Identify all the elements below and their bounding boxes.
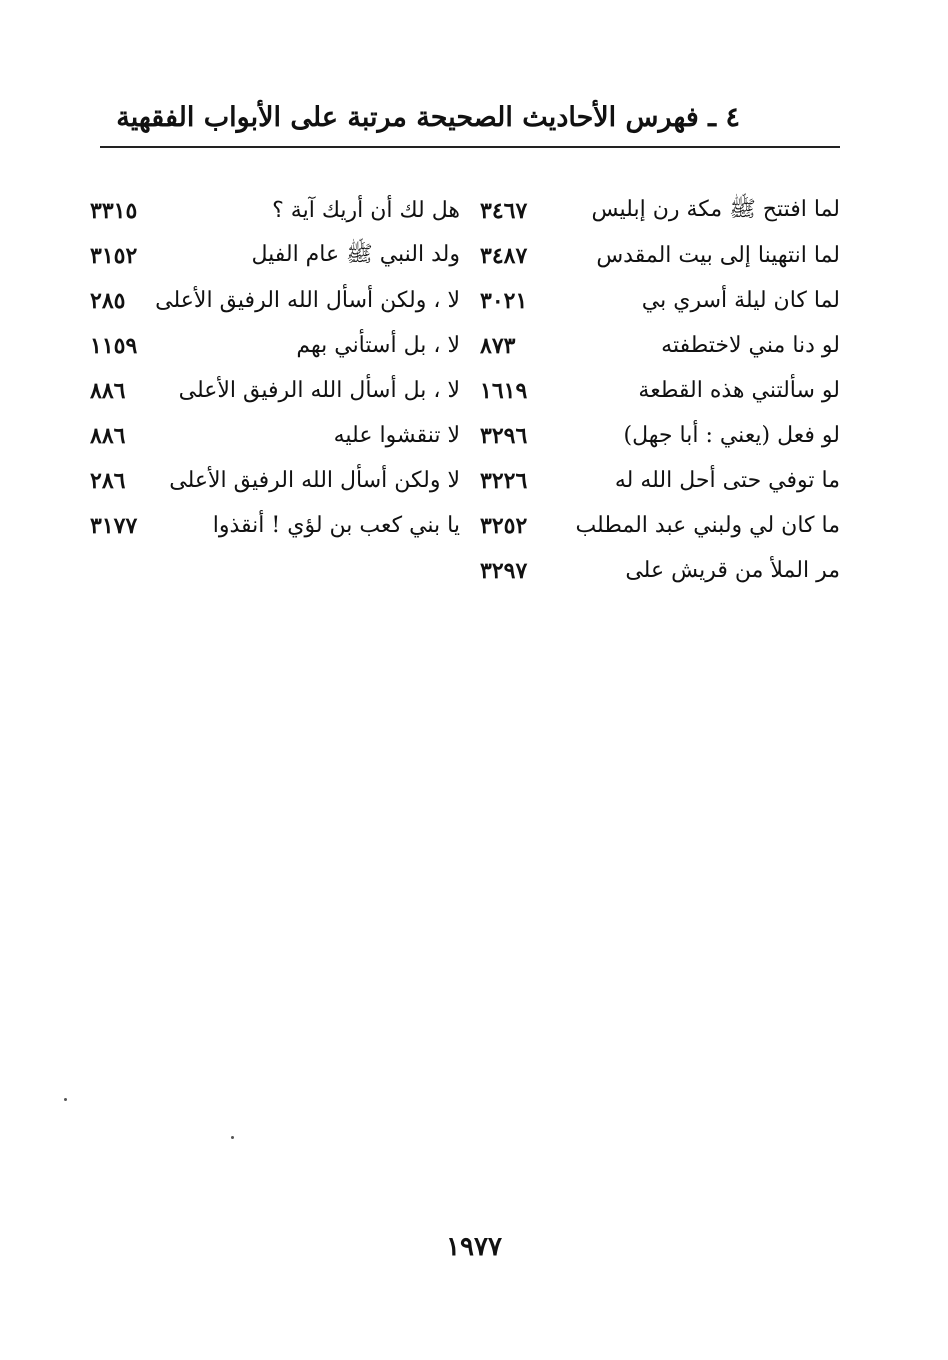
entry-number: ٣٠٢١	[480, 287, 528, 314]
entry-number: ١١٥٩	[90, 332, 138, 359]
entry-text: مر الملأ من قريش على	[625, 558, 840, 583]
index-entry	[480, 548, 840, 593]
entry-text: لا ولكن أسأل الله الرفيق الأعلى	[169, 468, 460, 493]
entry-number: ٣٤٦٧	[480, 197, 528, 224]
entry-text: لما انتهينا إلى بيت المقدس	[596, 243, 840, 268]
entry-number: ٣٤٨٧	[480, 242, 528, 269]
entry-number: ٨٨٦	[90, 377, 126, 404]
entry-text: لما افتتح ﷺ مكة رن إبليس	[591, 196, 840, 222]
index-entry	[480, 413, 840, 458]
entry-number: ٣٢٢٦	[480, 467, 528, 494]
entry-number: ٣٢٩٦	[480, 422, 528, 449]
entry-number: ٢٨٦	[90, 467, 126, 494]
index-entry	[90, 503, 460, 548]
index-entry	[90, 323, 460, 368]
entry-number: ٣٢٥٢	[480, 512, 528, 539]
entry-text: لو سألتني هذه القطعة	[638, 378, 840, 403]
index-entry	[480, 458, 840, 503]
entry-number: ٨٨٦	[90, 422, 126, 449]
entry-number: ٣١٧٧	[90, 512, 138, 539]
page-header-title: ٤ ـ فهرس الأحاديث الصحيحة مرتبة على الأبواب الفقهية	[116, 102, 740, 133]
entry-text: هل لك أن أريك آية ؟	[272, 198, 460, 223]
page-number: ١٩٧٧	[446, 1232, 502, 1262]
entry-text: لا ، بل أسأل الله الرفيق الأعلى	[178, 378, 460, 403]
entry-number: ٣٢٩٧	[480, 557, 528, 584]
entry-text: لا ، بل أستأني بهم	[296, 333, 460, 358]
index-entry	[480, 188, 840, 233]
index-column-left	[90, 188, 460, 548]
index-entry	[480, 368, 840, 413]
entry-number: ١٦١٩	[480, 377, 528, 404]
entry-text: لا تنقشوا عليه	[333, 423, 460, 448]
scan-speck	[231, 1136, 234, 1139]
index-column-right	[480, 188, 840, 593]
index-entry	[90, 188, 460, 233]
entry-number: ٨٧٣	[480, 332, 516, 359]
entry-text: يا بني كعب بن لؤي ! أنقذوا	[212, 513, 460, 538]
index-entry	[90, 233, 460, 278]
index-entry	[480, 233, 840, 278]
entry-text: ما كان لي ولبني عبد المطلب	[575, 513, 840, 538]
index-entry	[90, 413, 460, 458]
index-entry	[480, 323, 840, 368]
entry-text: لو فعل (يعني : أبا جهل)	[623, 423, 840, 448]
index-entry	[90, 458, 460, 503]
index-entry	[480, 278, 840, 323]
entry-text: ولد النبي ﷺ عام الفيل	[251, 241, 460, 267]
entry-text: لما كان ليلة أسري بي	[641, 288, 840, 313]
entry-number: ٢٨٥	[90, 287, 126, 314]
entry-number: ٣٣١٥	[90, 197, 138, 224]
entry-number: ٣١٥٢	[90, 242, 138, 269]
index-entry	[90, 368, 460, 413]
scan-speck	[64, 1098, 67, 1101]
index-entry	[90, 278, 460, 323]
entry-text: ما توفي حتى أحل الله له	[614, 468, 840, 493]
header-divider	[100, 146, 840, 148]
entry-text: لو دنا مني لاختطفته	[661, 333, 840, 358]
entry-text: لا ، ولكن أسأل الله الرفيق الأعلى	[155, 288, 460, 313]
index-entry	[480, 503, 840, 548]
